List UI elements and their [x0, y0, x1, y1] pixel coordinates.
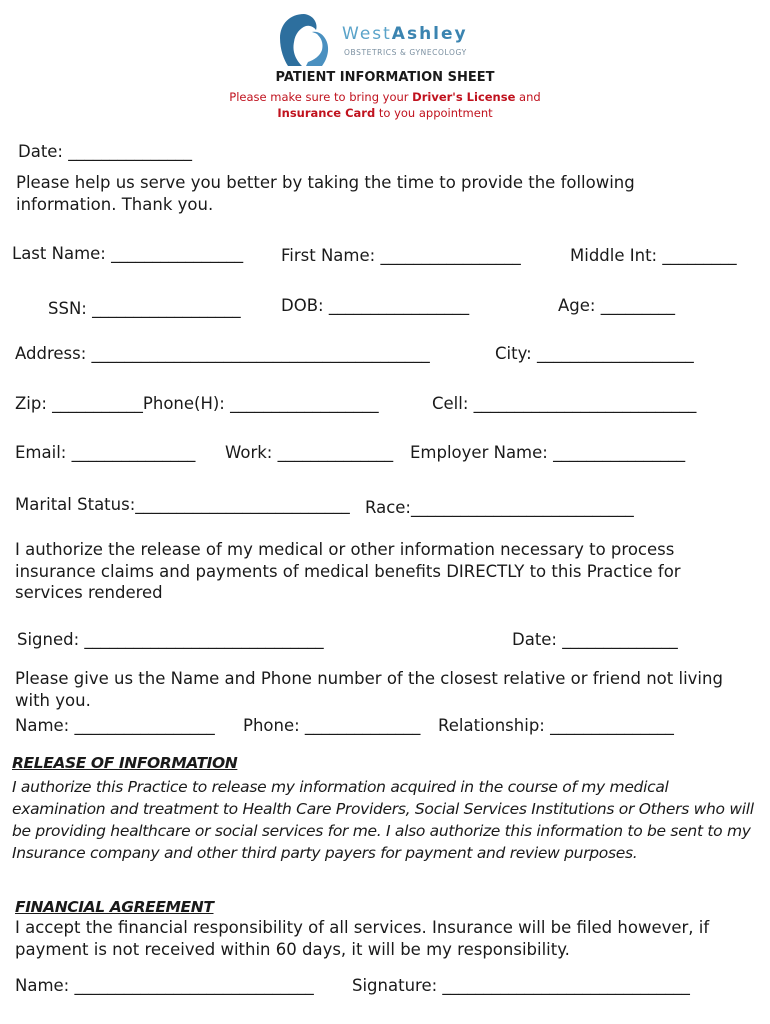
- release-heading: RELEASE OF INFORMATION: [12, 754, 238, 772]
- notice-line-2: Insurance Card to you appointment: [277, 106, 493, 120]
- middle-initial-field[interactable]: Middle Int: _________: [570, 246, 737, 265]
- page-title: PATIENT INFORMATION SHEET: [275, 70, 495, 85]
- woman-silhouette-icon: [272, 10, 334, 72]
- address-field[interactable]: Address: _________________________________________: [15, 344, 430, 363]
- notice-line-1: Please make sure to bring your Driver's License and: [229, 90, 541, 104]
- dob-field[interactable]: DOB: _________________: [281, 296, 470, 315]
- signed-field[interactable]: Signed: _____________________________: [17, 630, 324, 649]
- first-name-field[interactable]: First Name: _________________: [281, 246, 521, 265]
- financial-heading: FINANCIAL AGREEMENT: [15, 898, 214, 916]
- date-field[interactable]: Date: _______________: [18, 142, 192, 161]
- marital-status-field[interactable]: Marital Status:__________________________: [15, 495, 350, 514]
- age-field[interactable]: Age: _________: [558, 296, 675, 315]
- relative-intro-text: Please give us the Name and Phone number of the closest relative or friend not living with you.: [15, 669, 723, 710]
- brand-subtitle: OBSTETRICS & GYNECOLOGY: [344, 48, 467, 57]
- last-name-field[interactable]: Last Name: ________________: [12, 244, 244, 263]
- authorization-text: I authorize the release of my medical or other information necessary to process insurance claims and payments of medical benefits DIRECTLY to this Practice for services rendered: [15, 540, 681, 602]
- ssn-field[interactable]: SSN: __________________: [48, 299, 241, 318]
- zip-phone-field[interactable]: Zip: ___________Phone(H): __________________: [15, 394, 379, 413]
- financial-signature-field[interactable]: Signature: ______________________________: [352, 976, 690, 995]
- relative-phone-field[interactable]: Phone: ______________: [243, 716, 421, 735]
- release-text: I authorize this Practice to release my information acquired in the course of my medical examination and treatment to Health Care Providers, Social Services Institutions or Others who will be providing healthcare or social services for me. I also authorize this information to be sent to my Insurance company and other third party payers for payment and review purposes.: [12, 778, 754, 862]
- financial-text: I accept the financial responsibility of all services. Insurance will be filed however, if payment is not received within 60 days, it will be my responsibility.: [15, 918, 710, 959]
- work-field[interactable]: Work: ______________: [225, 443, 394, 462]
- email-field[interactable]: Email: _______________: [15, 443, 196, 462]
- financial-name-field[interactable]: Name: _____________________________: [15, 976, 314, 995]
- intro-text: Please help us serve you better by taking the time to provide the following information. Thank you.: [16, 173, 635, 214]
- relationship-field[interactable]: Relationship: _______________: [438, 716, 674, 735]
- practice-logo: [272, 10, 472, 72]
- relative-name-field[interactable]: Name: _________________: [15, 716, 215, 735]
- city-field[interactable]: City: ___________________: [495, 344, 694, 363]
- employer-field[interactable]: Employer Name: ________________: [410, 443, 686, 462]
- race-field[interactable]: Race:___________________________: [365, 498, 634, 517]
- brand-name: WestAshley: [342, 24, 468, 44]
- signed-date-field[interactable]: Date: ______________: [512, 630, 678, 649]
- cell-field[interactable]: Cell: ___________________________: [432, 394, 697, 413]
